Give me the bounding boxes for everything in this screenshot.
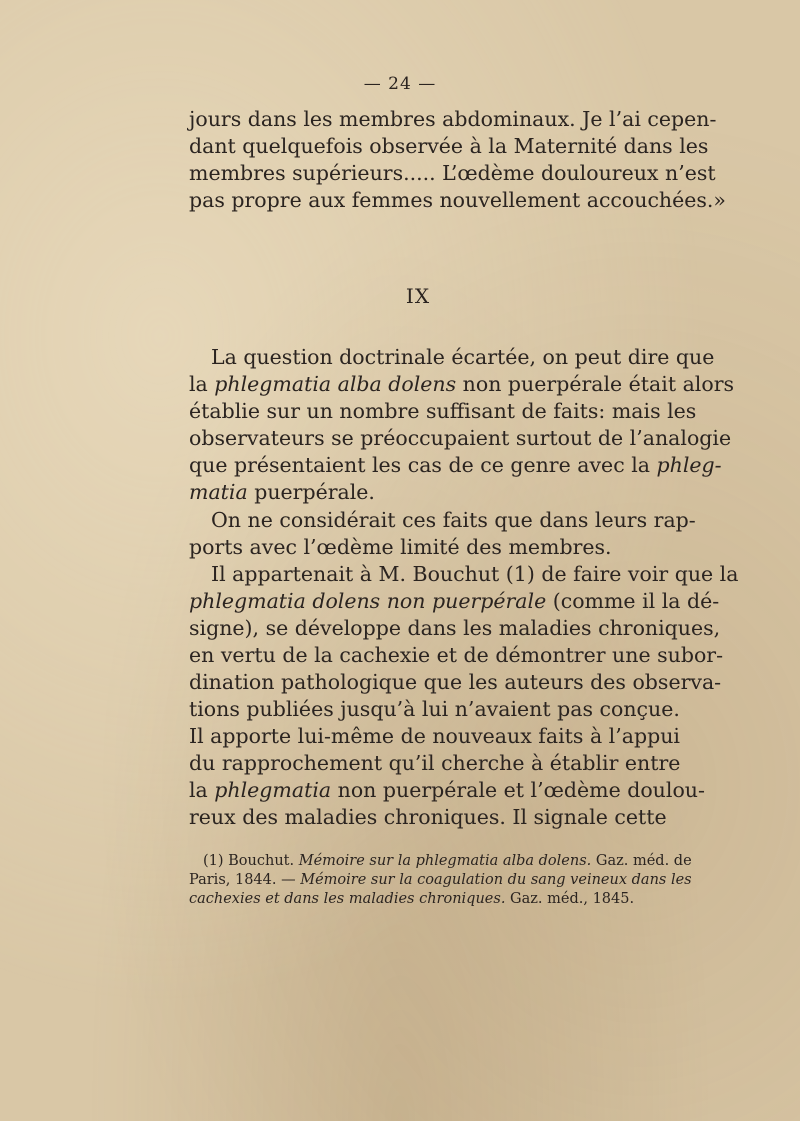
text-line: membres supérieurs..... L’œdème douloureux n’est — [189, 161, 716, 185]
text-line: phlegmatia dolens non puerpérale (comme il la dé- — [189, 589, 720, 613]
text-line: ports avec l’œdème limité des membres. — [189, 535, 612, 559]
text-line: On ne considérait ces faits que dans leurs rap- — [211, 508, 696, 532]
text-line: la phlegmatia non puerpérale et l’œdème doulou- — [189, 778, 705, 802]
text-line: tions publiées jusqu’à lui n’avaient pas conçue. — [189, 697, 680, 721]
page-number: — 24 — — [363, 74, 437, 94]
text-line: signe), se développe dans les maladies chroniques, — [189, 616, 721, 640]
text-line: en vertu de la cachexie et de démontrer une subor- — [189, 643, 724, 667]
text-line: Il apporte lui-même de nouveaux faits à l’appui — [189, 724, 680, 748]
text-line: dant quelquefois observée à la Maternité dans les — [189, 134, 709, 158]
footnote-line: cachexies et dans les maladies chroniques. Gaz. méd., 1845. — [189, 891, 635, 907]
text-line: reux des maladies chroniques. Il signale cette — [189, 805, 667, 829]
text-line: pas propre aux femmes nouvellement accouchées.» — [189, 188, 726, 212]
text-line: La question doctrinale écartée, on peut dire que — [211, 345, 715, 369]
text-line: établie sur un nombre suffisant de faits: mais les — [189, 399, 697, 423]
footnote-line: Paris, 1844. — Mémoire sur la coagulation du sang veineux dans les — [189, 872, 692, 888]
footnote-line: (1) Bouchut. Mémoire sur la phlegmatia alba dolens. Gaz. méd. de — [203, 853, 692, 869]
text-line: du rapprochement qu’il cherche à établir entre — [189, 751, 681, 775]
text-line: dination pathologique que les auteurs des observa- — [189, 670, 722, 694]
text-line: que présentaient les cas de ce genre avec la phleg- — [189, 453, 722, 477]
text-line: matia puerpérale. — [189, 480, 375, 504]
text-line: observateurs se préoccupaient surtout de l’analogie — [189, 426, 732, 450]
text-line: jours dans les membres abdominaux. Je l’ai cepen- — [189, 107, 717, 131]
text-line: Il appartenait à M. Bouchut (1) de faire voir que la — [211, 562, 739, 586]
section-heading: IX — [405, 284, 431, 308]
text-line: la phlegmatia alba dolens non puerpérale était alors — [189, 372, 735, 396]
